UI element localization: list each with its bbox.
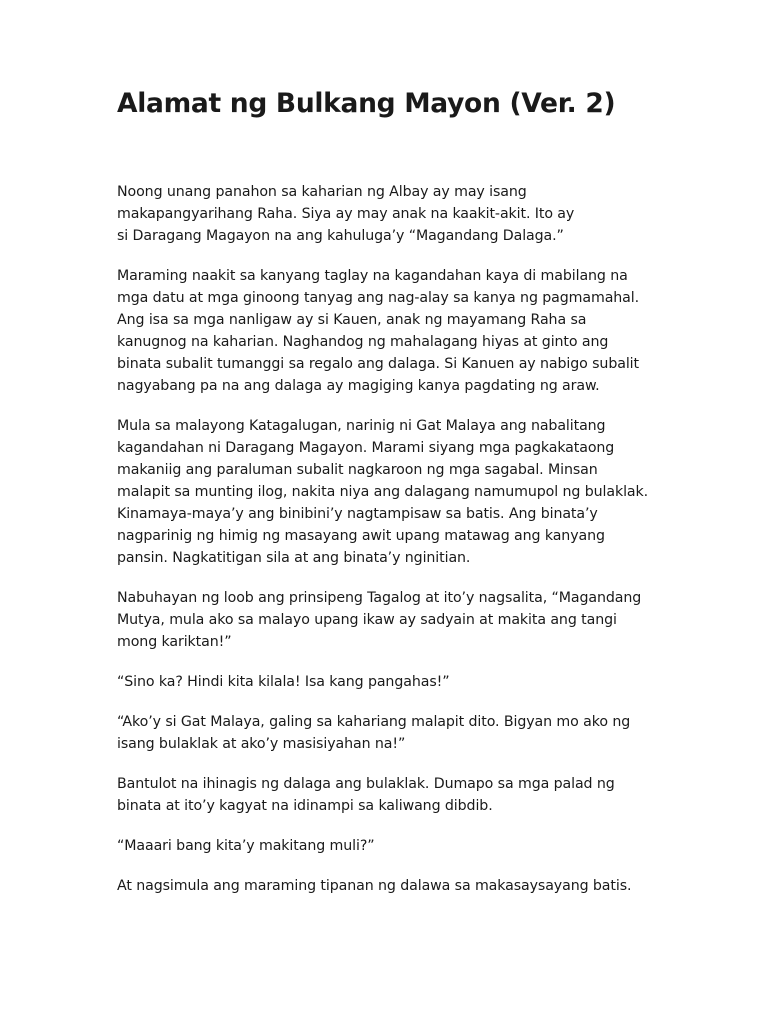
- document-body: [117, 181, 657, 915]
- paragraph: “Sino ka? Hindi kita kilala! Isa kang pangahas!”: [117, 674, 450, 690]
- paragraph: Mula sa malayong Katagalugan, narinig ni Gat Malaya ang nabalitang kagandahan ni Daragang Magayon. Marami siyang mga pagkakataong makaniig ang paraluman subalit nagkaroon ng mga sagabal. Minsan malapit sa munting ilog, nakita niya ang dalagang namumupol ng bulaklak. Kinamaya-maya’y ang binibini’y nagtampisaw sa batis. Ang binata’y nagparinig ng himig ng masayang awit upang matawag ang kanyang pansin. Nagkatitigan sila at ang binata’y nginitian.: [117, 418, 649, 566]
- paragraph: Maraming naakit sa kanyang taglay na kagandahan kaya di mabilang na mga datu at mga ginoong tanyag ang nag-alay sa kanya ng pagmamahal. Ang isa sa mga nanligaw ay si Kauen, anak ng mayamang Raha sa kanugnog na kaharian. Naghandog ng mahalagang hiyas at ginto ang binata subalit tumanggi sa regalo ang dalaga. Si Kanuen ay nabigo subalit nagyabang pa na ang dalaga ay magiging kanya pagdating ng araw.: [117, 268, 640, 394]
- paragraph: At nagsimula ang maraming tipanan ng dalawa sa makasaysayang batis.: [117, 878, 632, 894]
- paragraph: “Maaari bang kita’y makitang muli?”: [117, 838, 375, 854]
- paragraph: Nabuhayan ng loob ang prinsipeng Tagalog at ito’y nagsalita, “Magandang Mutya, mula ako sa malayo upang ikaw ay sadyain at makita ang tangi mong kariktan!”: [117, 590, 642, 650]
- paragraph: “Ako’y si Gat Malaya, galing sa kahariang malapit dito. Bigyan mo ako ng isang bulaklak at ako’y masisiyahan na!”: [117, 714, 631, 752]
- paragraph: Bantulot na ihinagis ng dalaga ang bulaklak. Dumapo sa mga palad ng binata at ito’y kagyat na idinampi sa kaliwang dibdib.: [117, 776, 615, 814]
- document-title: Alamat ng Bulkang Mayon (Ver. 2): [117, 88, 616, 119]
- paragraph: Noong unang panahon sa kaharian ng Albay ay may isang makapangyarihang Raha. Siya ay may anak na kaakit-akit. Ito ay si Daragang Magayon na ang kahuluga’y “Magandang Dalaga.”: [117, 184, 575, 244]
